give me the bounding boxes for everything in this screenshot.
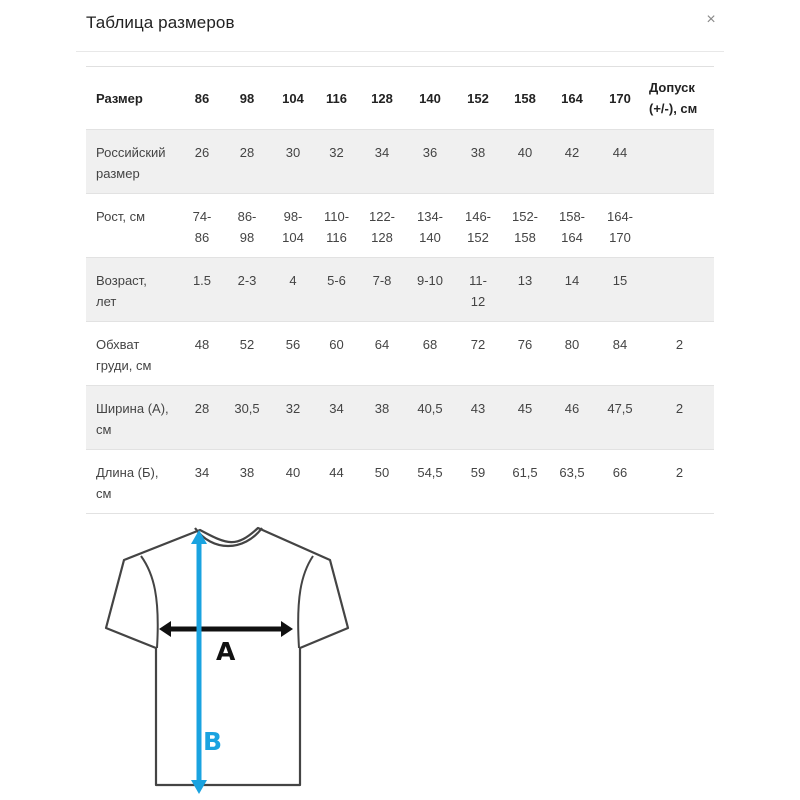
row-label-line: см xyxy=(96,486,112,501)
cell-line: 40 xyxy=(285,465,301,480)
header-size-158: 158 xyxy=(501,67,549,130)
cell-line: 38 xyxy=(239,465,255,480)
cell-line: 50 xyxy=(374,465,390,480)
label-a: A xyxy=(216,637,236,666)
cell-line: 110- xyxy=(323,209,350,224)
cell-line: 15 xyxy=(612,273,628,288)
cell-line: 164 xyxy=(561,230,583,245)
cell-line: 60 xyxy=(329,337,344,352)
cell-line: 59 xyxy=(470,465,486,480)
cell-line: 56 xyxy=(285,337,301,352)
header-size-164: 164 xyxy=(549,67,595,130)
cell-line: 122- xyxy=(368,209,396,224)
header-tolerance-line: (+/-), см xyxy=(649,101,698,116)
cell-line: 9-10 xyxy=(416,273,444,288)
cell-line: 40 xyxy=(517,145,533,160)
cell-line: 7-8 xyxy=(372,273,392,288)
cell-line: 44 xyxy=(612,145,628,160)
cell-line: 140 xyxy=(419,230,441,245)
tolerance-cell: 2 xyxy=(645,386,714,450)
cell-line: 28 xyxy=(239,145,255,160)
cell-line: 152 xyxy=(467,230,489,245)
cell-line: 30,5 xyxy=(234,401,260,416)
cell-line: 34 xyxy=(194,465,210,480)
header-size-128: 128 xyxy=(359,67,405,130)
header-size-152: 152 xyxy=(455,67,501,130)
cell-line: 14 xyxy=(564,273,580,288)
cell-line: 72 xyxy=(470,337,486,352)
cell-line: 104 xyxy=(282,230,304,245)
cell-line: 86 xyxy=(194,230,210,245)
row-label-line: размер xyxy=(96,166,140,181)
cell-line: 46 xyxy=(564,401,580,416)
cell-line: 128 xyxy=(371,230,393,245)
header-size-170: 170 xyxy=(595,67,645,130)
cell-line: 116 xyxy=(326,230,347,245)
cell-line: 44 xyxy=(329,465,344,480)
cell-line: 164- xyxy=(606,209,634,224)
cell-line: 61,5 xyxy=(512,465,538,480)
cell-line: 2-3 xyxy=(237,273,257,288)
cell-line: 64 xyxy=(374,337,390,352)
cell-line: 1.5 xyxy=(192,273,212,288)
cell-line: 32 xyxy=(329,145,344,160)
cell-line: 152- xyxy=(511,209,539,224)
header-size-86: 86 xyxy=(182,67,222,130)
cell-line: 13 xyxy=(517,273,533,288)
cell-line: 45 xyxy=(517,401,533,416)
row-label-line: груди, см xyxy=(96,358,152,373)
cell-line: 5-6 xyxy=(327,273,346,288)
cell-line: 12 xyxy=(470,294,486,309)
cell-line: 32 xyxy=(285,401,301,416)
cell-line: 98 xyxy=(239,230,255,245)
cell-line: 54,5 xyxy=(417,465,443,480)
cell-line: 63,5 xyxy=(559,465,585,480)
row-label-line: см xyxy=(96,422,112,437)
cell-line: 11- xyxy=(469,273,487,288)
cell-line: 134- xyxy=(416,209,444,224)
arrow-a-icon xyxy=(159,621,293,637)
cell-line: 68 xyxy=(422,337,438,352)
cell-line: 40,5 xyxy=(417,401,443,416)
cell-line: 38 xyxy=(374,401,390,416)
cell-line: 84 xyxy=(612,337,628,352)
cell-line: 98- xyxy=(283,209,303,224)
row-label-line: лет xyxy=(96,294,117,309)
tolerance-cell: 2 xyxy=(645,450,714,514)
cell-line: 48 xyxy=(194,337,210,352)
cell-line: 43 xyxy=(470,401,486,416)
header-size-label: Размер xyxy=(86,67,182,130)
cell-line: 76 xyxy=(517,337,533,352)
right-sleeve-seam xyxy=(298,556,313,648)
cell-line: 34 xyxy=(374,145,390,160)
tolerance-cell: 2 xyxy=(645,322,714,386)
cell-line: 66 xyxy=(612,465,628,480)
row-label-line: Длина (Б), xyxy=(96,465,159,480)
cell-line: 47,5 xyxy=(607,401,633,416)
close-icon[interactable]: × xyxy=(706,11,716,28)
cell-line: 28 xyxy=(194,401,210,416)
left-sleeve-seam xyxy=(141,556,158,648)
cell-line: 34 xyxy=(329,401,344,416)
cell-line: 86- xyxy=(237,209,257,224)
cell-line: 42 xyxy=(564,145,580,160)
cell-line: 26 xyxy=(194,145,210,160)
cell-line: 146- xyxy=(464,209,492,224)
modal-title: Таблица размеров xyxy=(86,13,235,32)
cell-line: 30 xyxy=(285,145,301,160)
header-tolerance-line: Допуск xyxy=(649,80,695,95)
cell-line: 36 xyxy=(422,145,438,160)
row-label-line: Рост, см xyxy=(96,209,146,224)
cell-line: 158 xyxy=(514,230,536,245)
cell-line: 4 xyxy=(289,273,297,288)
cell-line: 38 xyxy=(470,145,486,160)
header-size-104: 104 xyxy=(272,67,314,130)
row-label-line: Обхват xyxy=(96,337,140,352)
cell-line: 170 xyxy=(609,230,631,245)
header-size-140: 140 xyxy=(405,67,455,130)
cell-line: 52 xyxy=(239,337,255,352)
cell-line: 158- xyxy=(558,209,586,224)
cell-line: 80 xyxy=(564,337,580,352)
cell-line: 74- xyxy=(192,209,212,224)
row-label-line: Возраст, xyxy=(96,273,147,288)
header-size-98: 98 xyxy=(222,67,272,130)
header-size-116: 116 xyxy=(314,67,359,130)
row-label-line: Российский xyxy=(96,145,166,160)
row-label-line: Ширина (А), xyxy=(96,401,169,416)
label-b: B xyxy=(203,727,223,756)
